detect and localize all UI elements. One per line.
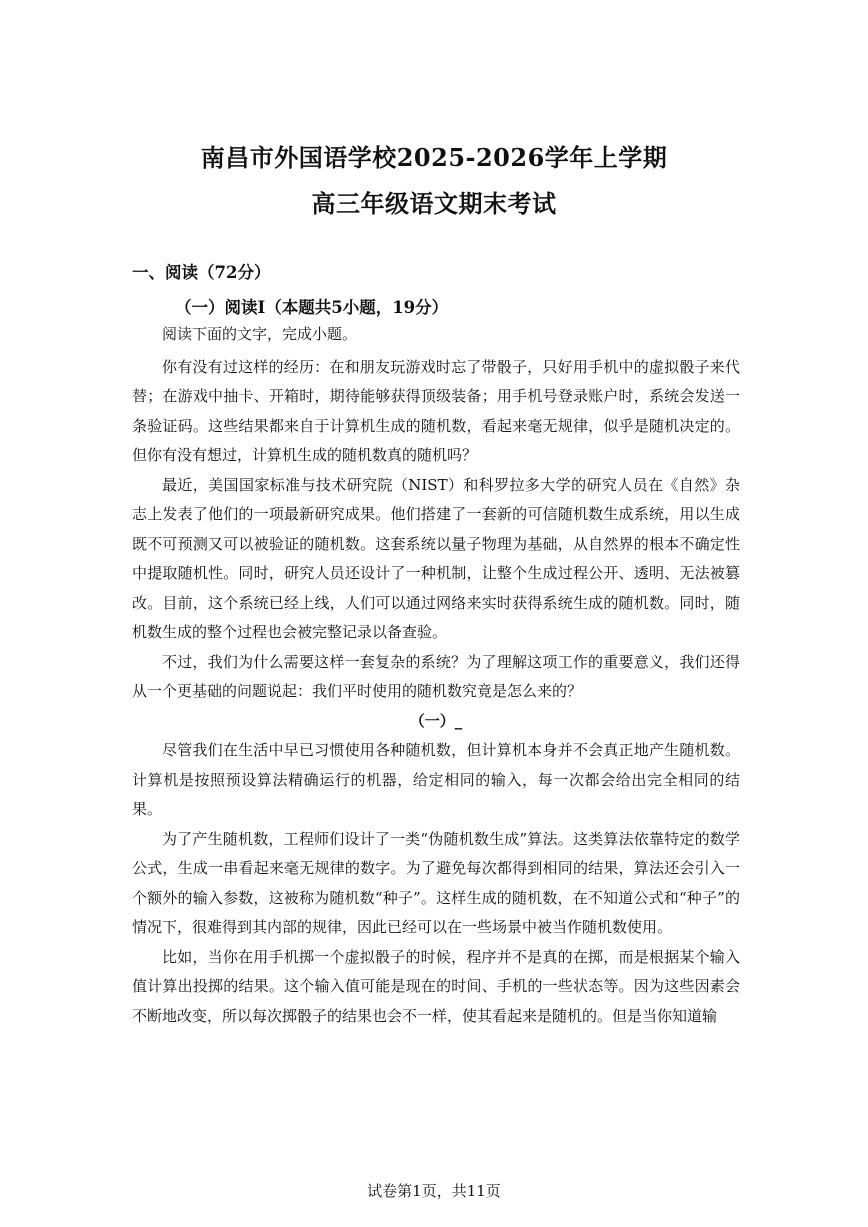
passage-paragraph-2: 最近，美国国家标准与技术研究院（NIST）和科罗拉多大学的研究人员在《自然》杂志上发表了他们的一项最新研究成果。他们搭建了一套新的可信随机数生成系统，用以生成既不可预测又可以被验证的随机数。这套系统以量子物理为基础，从自然界的根本不确定性中提取随机性。同时，研究人员还设计了一种机制，让整个生成过程公开、透明、无法被篡改。目前，这个系统已经上线，人们可以通过网络来实时获得系统生成的随机数。同时，随机数生成的整个过程也会被完整记录以备查验。: [132, 475, 740, 641]
page-footer: 试卷第1页，共11页: [367, 1182, 501, 1200]
passage-paragraph-4: 尽管我们在生活中早已习惯使用各种随机数，但计算机本身并不会真正地产生随机数。计算机是按照预设算法精确运行的机器，给定相同的输入，每一次都会给出完全相同的结果。: [132, 741, 740, 818]
exam-title-line2: 高三年级语文期末考试: [311, 189, 557, 218]
passage-subsection-title: （一）_: [409, 711, 463, 730]
instruction-text: 阅读下面的文字，完成小题。: [162, 325, 358, 343]
exam-title-line1: 南昌市外国语学校2025-2026学年上学期: [200, 143, 668, 172]
passage-paragraph-3: 不过，我们为什么需要这样一套复杂的系统？为了理解这项工作的重要意义，我们还得从一个更基础的问题说起：我们平时使用的随机数究竟是怎么来的？: [132, 652, 740, 700]
passage-paragraph-5: 为了产生随机数，工程师们设计了一类“伪随机数生成”算法。这类算法依靠特定的数学公式，生成一串看起来毫无规律的数字。为了避免每次都得到相同的结果，算法还会引入一个额外的输入参数，这被称为随机数“种子”。这样生成的随机数，在不知道公式和“种子”的情况下，很难得到其内部的规律，因此已经可以在一些场景中被当作随机数使用。: [132, 829, 740, 936]
section-heading: 一、阅读（72分）: [132, 263, 271, 282]
passage-paragraph-1: 你有没有过这样的经历：在和朋友玩游戏时忘了带骰子，只好用手机中的虚拟骰子来代替；在游戏中抽卡、开箱时，期待能够获得顶级装备；用手机号登录账户时，系统会发送一条验证码。这些结果都来自于计算机生成的随机数，看起来毫无规律，似乎是随机决定的。但你有没有想过，计算机生成的随机数真的随机吗？: [132, 357, 740, 464]
passage-paragraph-6: 比如，当你在用手机掷一个虚拟骰子的时候，程序并不是真的在掷，而是根据某个输入值计算出投掷的结果。这个输入值可能是现在的时间、手机的一些状态等。因为这些因素会不断地改变，所以每次掷骰子的结果也会不一样，使其看起来是随机的。但是当你知道输: [132, 947, 740, 1025]
reading-passage: [132, 320, 740, 1031]
subsection-heading: （一）阅读I（本题共5小题，19分）: [175, 298, 449, 317]
